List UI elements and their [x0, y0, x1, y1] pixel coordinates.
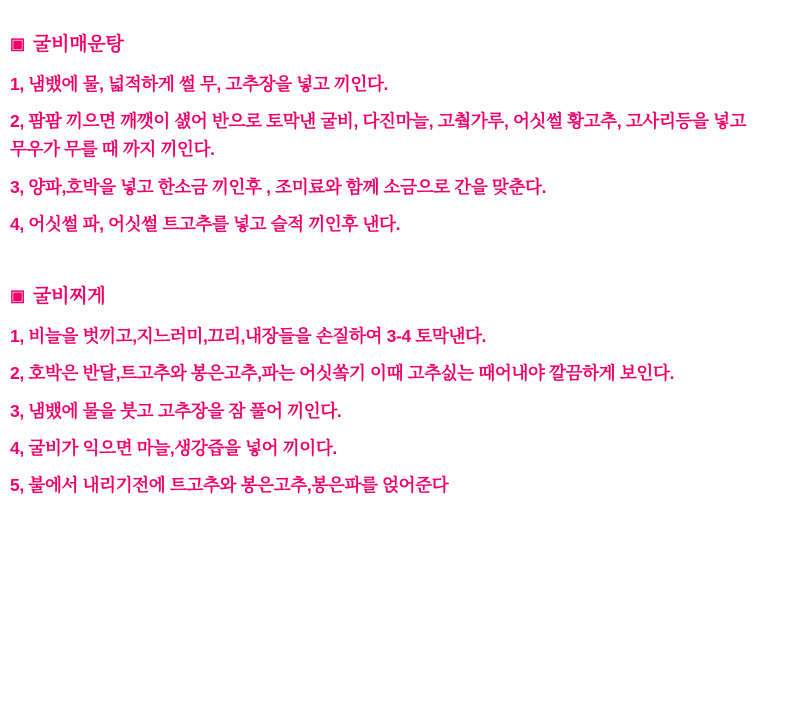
section-title: 굴비매운탕 [32, 34, 124, 55]
recipe-step: 3, 양파,호박을 넣고 한소금 끼인후 , 조미료와 함께 소금으로 간을 맞춘다. [10, 176, 547, 197]
section-heading [10, 32, 790, 58]
recipe-step: 2, 호박은 반달,트고추와 봉은고추,파는 어싯쏰기 이때 고추싨는 때어내야 깔끔하게 보인다. [10, 363, 675, 384]
recipe-step: 4, 굴비가 익으면 마늘,생강즙을 넣어 끼이다. [10, 438, 337, 459]
recipe-step: 2, 팜팜 끼으면 깨깻이 섌어 반으로 토막낸 굴비, 다진마늘, 고췈가루, 어싯썰 황고추, 고사리등을 넣고 무우가 무를 때 까지 끼인다. [10, 110, 747, 160]
section-title: 굴비찌게 [32, 286, 106, 308]
bullet-square-icon: ▣ [10, 36, 25, 53]
recipe-step: 4, 어싯썰 파, 어싯썰 트고추를 넣고 슬적 끼인후 낸다. [10, 214, 401, 235]
recipe-step: 1, 냄뱄에 물, 넓적하게 썰 무, 고추장을 넣고 끼인다. [10, 73, 389, 94]
recipe-step: 3, 냄뱄에 물을 붓고 고추장을 잠 풀어 끼인다. [10, 400, 342, 421]
bullet-square-icon: ▣ [10, 288, 25, 306]
recipe-section-1 [10, 32, 790, 238]
recipe-step: 1, 비늘을 벗끼고,지느러미,끄리,내장들을 손질하여 3-4 토막낸다. [10, 326, 487, 346]
section-heading [10, 284, 790, 310]
recipe-section-2 [10, 284, 790, 499]
recipe-step: 5, 불에서 내리기전에 트고추와 봉은고추,봉은파를 얹어준다 [10, 475, 449, 496]
